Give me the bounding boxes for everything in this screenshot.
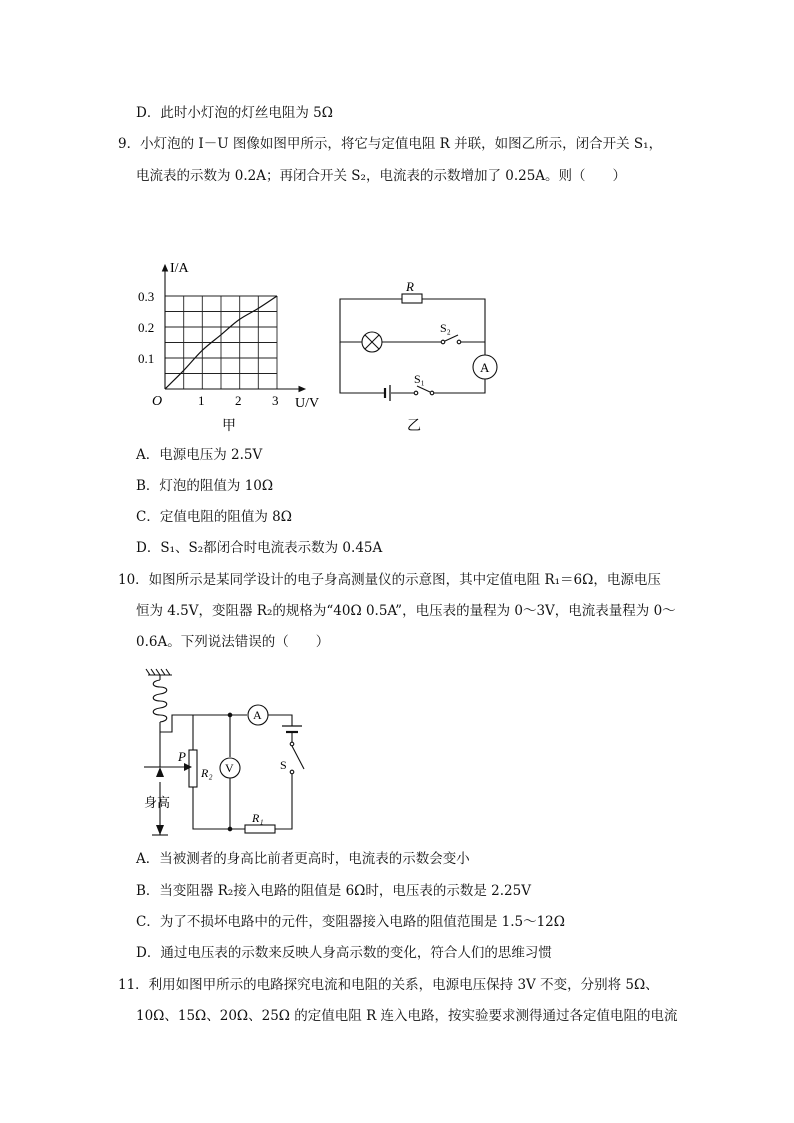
q10-option-c: C．为了不损坏电路中的元件，变阻器接入电路的阻值范围是 1.5～12Ω: [136, 914, 565, 930]
q11-stem-line1: 11．利用如图甲所示的电路探究电流和电阻的关系，电源电压保持 3V 不变，分别将 5Ω、: [118, 977, 659, 993]
x-tick-label: 2: [235, 393, 242, 408]
q9-stem-line2: 电流表的示数为 0.2A；再闭合开关 S₂，电流表的示数增加了 0.25A。则（ ）: [136, 168, 627, 184]
graph-grid: [165, 296, 277, 389]
q9-option-a: A．电源电压为 2.5V: [136, 447, 263, 463]
rheostat-r2: [189, 750, 197, 787]
x-tick-label: 1: [198, 393, 205, 408]
voltmeter-label: V: [225, 761, 234, 775]
ammeter-label: A: [480, 360, 490, 375]
spring: [153, 680, 167, 722]
resistor-r-label: R: [406, 279, 414, 294]
circuit-caption: 乙: [407, 419, 421, 434]
switch-s1: [417, 386, 430, 392]
q10-stem-line2: 恒为 4.5V，变阻器 R₂的规格为“40Ω 0.5A”，电压表的量程为 0～3V，电流表量程为 0～: [136, 603, 676, 619]
q9-option-d: D．S₁、S₂都闭合时电流表示数为 0.45A: [136, 540, 383, 556]
q11-stem-line2: 10Ω、15Ω、20Ω、25Ω 的定值电阻 R 连入电路，按实验要求测得通过各定值电阻的电流: [136, 1008, 678, 1024]
y-axis-label: I/A: [170, 261, 189, 276]
rheostat-r2-label: R₂: [201, 766, 213, 780]
switch-s1-label: S₁: [414, 372, 425, 386]
q10-height-meter-diagram: [130, 662, 320, 840]
q8-option-d: D．此时小灯泡的灯丝电阻为 5Ω: [136, 105, 333, 121]
resistor-r1-label: R₁: [252, 811, 264, 825]
y-tick-label: 0.1: [138, 351, 155, 366]
slider-p-label: P: [178, 749, 186, 764]
q9-option-b: B．灯泡的阻值为 10Ω: [136, 478, 274, 494]
resistor-r: [402, 294, 422, 303]
q10-stem-line3: 0.6A。下列说法错误的（ ）: [136, 634, 330, 650]
origin-label: O: [152, 394, 163, 409]
switch-s2-label: S₂: [440, 321, 451, 335]
switch-s: [292, 746, 304, 769]
q9-iu-graph: [130, 255, 330, 435]
resistor-r1: [245, 825, 275, 833]
q10-option-a: A．当被测者的身高比前者更高时，电流表的示数会变小: [136, 851, 470, 867]
switch-s-label: S: [280, 758, 287, 772]
y-tick-label: 0.3: [138, 289, 155, 304]
q9-stem-line1: 9．小灯泡的 I－U 图像如图甲所示，将它与定值电阻 R 并联，如图乙所示，闭合开关 S₁，: [118, 136, 663, 152]
q10-option-b: B．当变阻器 R₂接入电路的阻值是 6Ω时，电压表的示数是 2.25V: [136, 883, 531, 899]
switch-s2: [445, 335, 458, 341]
graph-caption: 甲: [222, 419, 236, 434]
x-axis-label: U/V: [295, 396, 320, 411]
q10-stem-line1: 10．如图所示是某同学设计的电子身高测量仪的示意图，其中定值电阻 R₁＝6Ω，电源电压: [118, 572, 661, 588]
x-tick-label: 3: [272, 393, 279, 408]
height-label: 身高: [144, 795, 171, 810]
q10-option-d: D．通过电压表的示数来反映人身高示数的变化，符合人们的思维习惯: [136, 945, 552, 961]
y-tick-label: 0.2: [138, 320, 155, 335]
q9-option-c: C．定值电阻的阻值为 8Ω: [136, 509, 292, 525]
q9-circuit-diagram: [330, 275, 510, 435]
ammeter-label: A: [253, 708, 262, 722]
